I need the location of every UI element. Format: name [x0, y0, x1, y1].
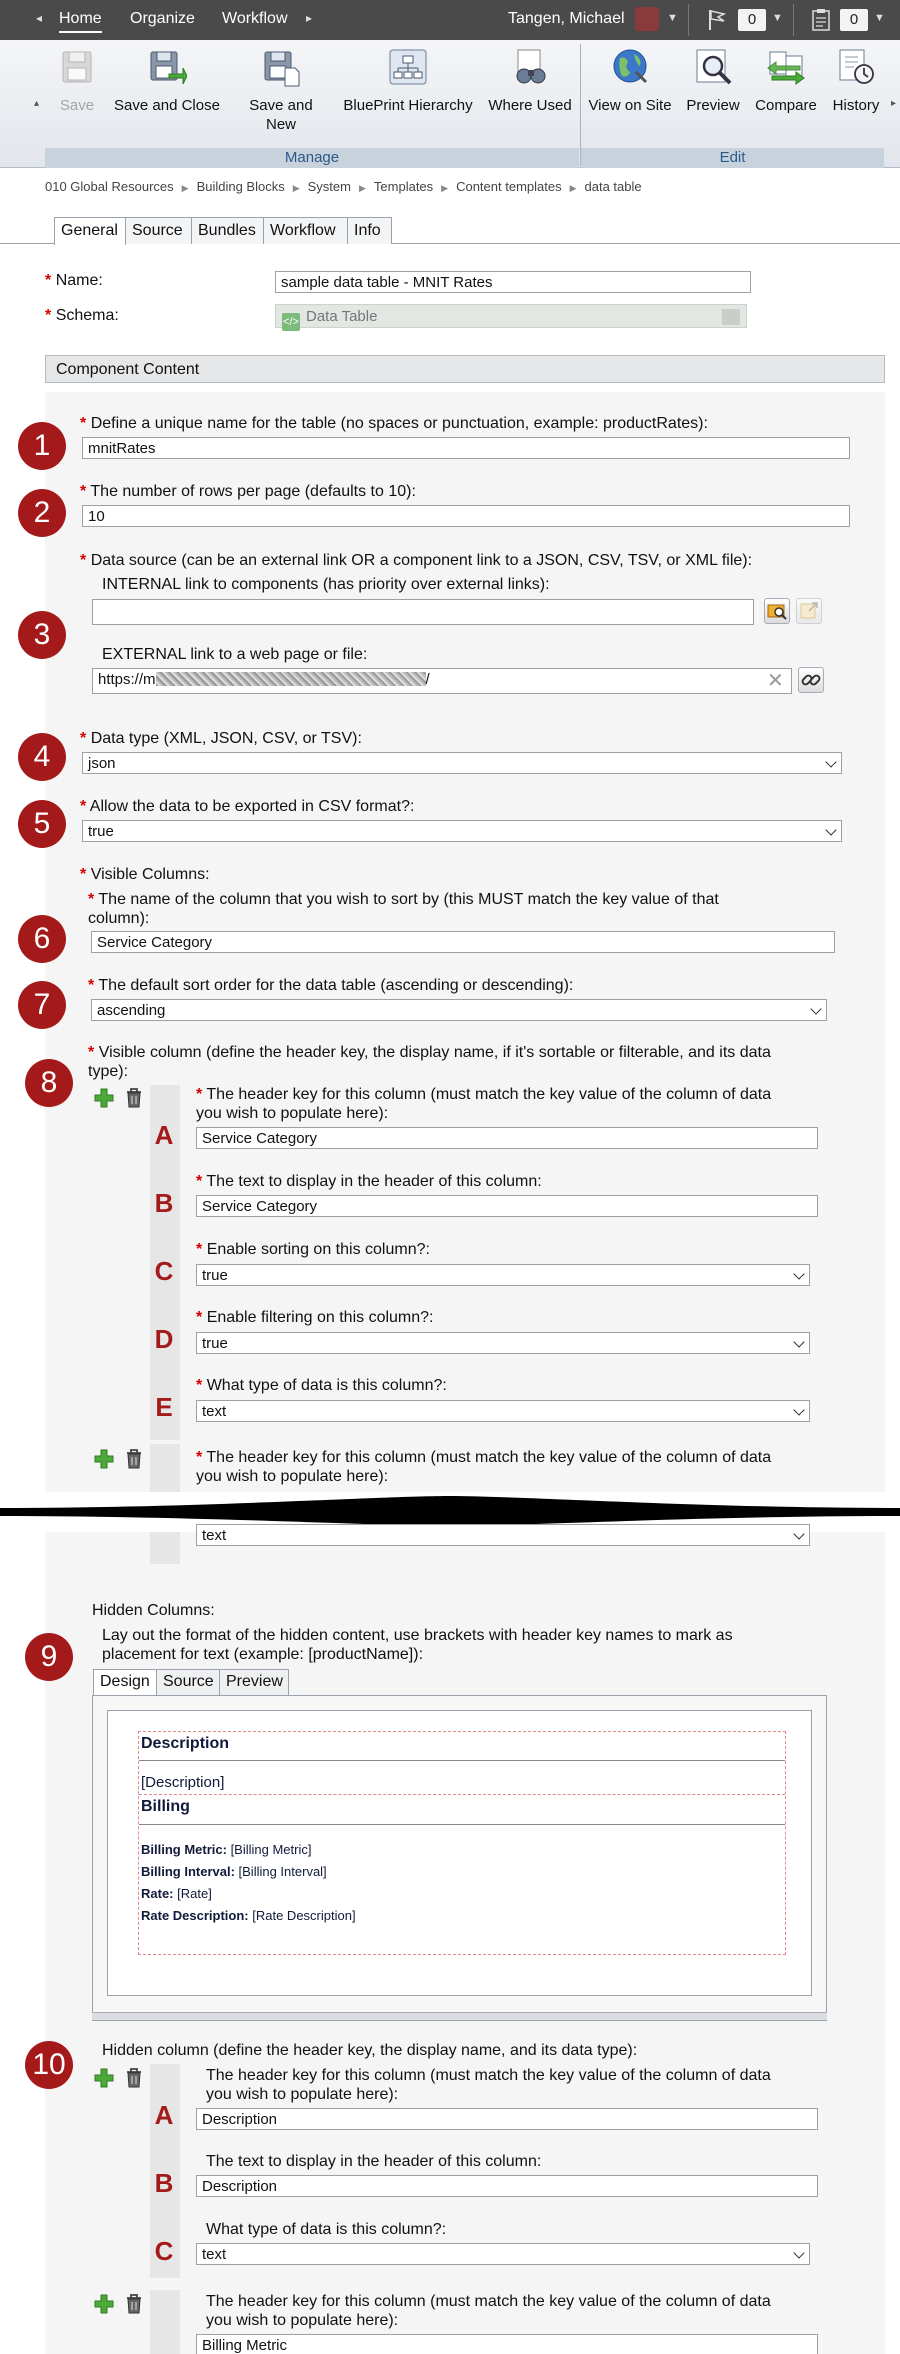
sort-by-label-text-2: column): — [88, 910, 150, 927]
step-badge-2: 2 — [18, 489, 66, 537]
required-marker: * — [88, 891, 95, 908]
schema-select — [275, 304, 747, 328]
save-button[interactable] — [52, 46, 102, 115]
export-csv-label — [80, 797, 414, 816]
schema-value: Data Table — [306, 308, 378, 325]
sort-order-value: ascending — [97, 1002, 166, 1019]
browse-components-button[interactable] — [764, 598, 790, 624]
compare-label: Compare — [755, 97, 817, 114]
required-marker: * — [196, 1309, 203, 1326]
required-marker: * — [80, 730, 87, 747]
step-badge-1: 1 — [18, 422, 66, 470]
notifications-count[interactable]: 0 — [738, 9, 766, 31]
breadcrumb-separator-icon: ▶ — [181, 183, 189, 193]
topbar-divider — [793, 4, 794, 36]
tasks-chevron-icon[interactable]: ▼ — [874, 12, 885, 24]
header-text-label — [196, 1172, 542, 1191]
visible-columns-label — [80, 865, 210, 884]
tab-preview[interactable]: Preview — [219, 1669, 289, 1695]
step-badge-8: 8 — [25, 1059, 73, 1107]
add-plus-icon[interactable] — [92, 2066, 116, 2090]
save-new-icon — [261, 46, 301, 88]
where-used-label: Where Used — [488, 97, 572, 114]
tab-design[interactable]: Design — [93, 1669, 157, 1695]
hidden-data-type-select[interactable] — [196, 2243, 810, 2265]
sort-by-label — [88, 890, 719, 928]
external-link-input[interactable] — [92, 668, 792, 694]
ribbon-toolbar — [0, 40, 900, 168]
compare-button[interactable] — [752, 46, 820, 115]
name-label-text: Name: — [55, 272, 103, 289]
chevron-down-icon — [793, 1404, 804, 1415]
trash-icon[interactable] — [122, 2066, 146, 2090]
save-and-close-button[interactable] — [110, 46, 224, 115]
folder-search-icon — [765, 599, 789, 623]
sub-step-letter-c: C — [154, 2236, 174, 2266]
blueprint-hierarchy-label: BluePrint Hierarchy — [343, 97, 473, 114]
template-content — [138, 1731, 786, 1955]
header-key-label-text-1: The header key for this column (must match the key value of the column of data — [206, 1086, 772, 1103]
step-badge-5: 5 — [18, 800, 66, 848]
template-row-billing-metric: Billing Metric: [Billing Metric] — [141, 1842, 312, 1857]
schema-dropdown-icon — [722, 309, 740, 325]
embedded-field-strip — [150, 1532, 180, 1564]
data-type-label — [80, 729, 362, 748]
step-badge-4: 4 — [18, 733, 66, 781]
hidden-header-key-input[interactable]: Description — [196, 2108, 818, 2130]
manage-group-label: Manage — [45, 148, 579, 168]
hidden-header-key-input[interactable]: Billing Metric — [196, 2334, 818, 2354]
next-header-key-label — [196, 1448, 771, 1486]
tab-source[interactable]: Source — [125, 217, 192, 244]
column-data-type-select[interactable] — [196, 1524, 810, 1546]
rich-text-editor[interactable] — [92, 1695, 827, 2021]
view-on-site-button[interactable] — [584, 46, 676, 115]
sub-step-letter-d: D — [154, 1324, 174, 1354]
nav-left-arrow-icon[interactable]: ◂ — [36, 11, 43, 25]
sort-by-label-text-1: The name of the column that you wish to sort by (this MUST match the key value of that — [98, 891, 719, 908]
template-placeholder-description: [Description] — [141, 1774, 225, 1791]
column-data-type-value: text — [202, 1527, 227, 1544]
table-name-label — [80, 414, 708, 433]
required-marker: * — [88, 1044, 95, 1061]
step-badge-10: 10 — [25, 2041, 73, 2089]
tab-info[interactable]: Info — [347, 217, 392, 244]
notifications-chevron-icon[interactable]: ▼ — [772, 12, 783, 24]
embedded-field-strip — [150, 2290, 180, 2354]
sort-order-label — [88, 976, 573, 995]
table-name-input[interactable]: mnitRates — [82, 437, 850, 459]
clear-external-link-icon[interactable]: ✕ — [767, 670, 784, 692]
schema-label-text: Schema: — [55, 307, 119, 324]
sub-step-letter-a: A — [154, 2100, 174, 2130]
breadcrumb-item[interactable]: Templates — [373, 179, 434, 194]
hidden-header-key-label-text-2: you wish to populate here): — [206, 2312, 399, 2329]
hidden-data-type-label: What type of data is this column?: — [206, 2221, 447, 2238]
name-input[interactable]: sample data table - MNIT Rates — [275, 271, 751, 293]
save-label: Save — [59, 97, 95, 114]
required-marker: * — [45, 272, 52, 289]
add-plus-icon[interactable] — [92, 2292, 116, 2316]
chevron-down-icon — [793, 1268, 804, 1279]
breadcrumb-separator-icon: ▶ — [292, 183, 300, 193]
template-row-rate-description: Rate Description: [Rate Description] — [141, 1908, 356, 1923]
hidden-header-text-input[interactable]: Description — [196, 2175, 818, 2197]
hidden-header-key-label-text-2: you wish to populate here): — [206, 2086, 399, 2103]
rows-per-page-label-text: The number of rows per page (defaults to 10): — [90, 483, 416, 500]
column-data-type-value: text — [202, 1403, 227, 1420]
enable-filtering-label — [196, 1308, 433, 1327]
preview-label: Preview — [686, 97, 740, 114]
required-marker: * — [80, 798, 87, 815]
visible-columns-label-text: Visible Columns: — [90, 866, 210, 883]
flag-icon[interactable] — [706, 8, 728, 32]
menu-home[interactable]: Home — [59, 10, 102, 33]
external-link-label: EXTERNAL link to a web page or file: — [102, 646, 368, 663]
breadcrumb-item[interactable]: 010 Global Resources — [45, 179, 174, 194]
chevron-down-icon — [793, 1528, 804, 1539]
breadcrumb-separator-icon: ▶ — [358, 183, 366, 193]
sub-step-letter-a: A — [154, 1120, 174, 1150]
hidden-layout-label-text-1: Lay out the format of the hidden content, use brackets with header key names to mark as — [102, 1627, 733, 1644]
preview-button[interactable] — [682, 46, 744, 115]
topbar-divider — [688, 4, 689, 36]
sub-step-letter-c: C — [154, 1256, 174, 1286]
required-marker: * — [196, 1173, 203, 1190]
header-key-label-text-2: you wish to populate here): — [196, 1105, 389, 1122]
breadcrumb-item[interactable]: data table — [584, 179, 642, 194]
external-link-suffix: / — [425, 671, 430, 688]
compare-icon — [766, 46, 806, 88]
hidden-layout-label — [102, 1626, 733, 1664]
view-on-site-label: View on Site — [588, 97, 672, 114]
enable-sorting-value: true — [202, 1267, 228, 1284]
enable-sorting-select[interactable] — [196, 1264, 810, 1286]
ribbon-scroll-right-icon[interactable]: ▸ — [891, 98, 897, 109]
data-type-label-text: Data type (XML, JSON, CSV, or TSV): — [90, 730, 362, 747]
add-plus-icon[interactable] — [92, 1447, 116, 1471]
template-row-billing-interval: Billing Interval: [Billing Interval] — [141, 1864, 327, 1879]
ribbon-scroll-left-icon[interactable]: ▴ — [34, 98, 40, 109]
column-data-type-label — [196, 1376, 447, 1395]
hidden-data-type-value: text — [202, 2246, 227, 2263]
required-marker: * — [80, 483, 87, 500]
template-heading-description: Description — [141, 1735, 230, 1752]
globe-icon — [610, 46, 650, 88]
breadcrumb-item[interactable]: System — [307, 179, 351, 194]
enable-filtering-value: true — [202, 1335, 228, 1352]
hidden-header-key-label — [206, 2066, 771, 2104]
component-link-icon — [797, 599, 821, 623]
data-source-label — [80, 551, 752, 570]
required-marker: * — [196, 1377, 203, 1394]
required-marker: * — [88, 977, 95, 994]
step-badge-7: 7 — [18, 981, 66, 1029]
rows-per-page-label — [80, 482, 416, 501]
save-close-icon — [147, 46, 187, 88]
header-key-input[interactable]: Service Category — [196, 1127, 818, 1149]
user-avatar[interactable] — [635, 7, 659, 31]
chevron-down-icon — [810, 1003, 821, 1014]
hidden-header-key-label-text-1: The header key for this column (must match the key value of the column of data — [206, 2293, 771, 2310]
nav-right-arrow-icon[interactable]: ▸ — [306, 11, 313, 25]
breadcrumb-item[interactable]: Content templates — [456, 179, 562, 194]
required-marker: * — [196, 1449, 203, 1466]
hidden-header-key-label-text-1: The header key for this column (must match the key value of the column of data — [206, 2067, 771, 2084]
hidden-header-key-label — [206, 2292, 771, 2330]
export-csv-select[interactable] — [82, 820, 842, 842]
sort-order-select[interactable] — [91, 999, 827, 1021]
hierarchy-icon — [388, 46, 428, 88]
tab-source[interactable]: Source — [156, 1669, 220, 1695]
save-and-new-button[interactable] — [238, 46, 324, 134]
hidden-columns-label: Hidden Columns: — [92, 1602, 215, 1619]
chevron-down-icon — [825, 756, 836, 767]
open-component-button[interactable] — [796, 598, 822, 624]
next-header-key-label-text-2: you wish to populate here): — [196, 1468, 389, 1485]
required-marker: * — [80, 552, 87, 569]
sort-by-input[interactable]: Service Category — [91, 931, 835, 953]
enable-filtering-label-text: Enable filtering on this column?: — [206, 1309, 434, 1326]
template-divider — [139, 1794, 785, 1795]
required-marker: * — [80, 866, 87, 883]
chevron-down-icon — [793, 2247, 804, 2258]
editor-resize-handle[interactable] — [92, 2012, 827, 2020]
name-label — [45, 272, 103, 290]
template-rule — [139, 1824, 785, 1825]
template-heading-billing: Billing — [141, 1798, 190, 1815]
sub-step-letter-b: B — [154, 1188, 174, 1218]
hidden-layout-label-text-2: placement for text (example: [productName]): — [102, 1646, 424, 1663]
required-marker: * — [45, 307, 52, 324]
user-name[interactable]: Tangen, Michael — [508, 10, 625, 27]
history-label: History — [832, 97, 880, 114]
chevron-down-icon — [825, 824, 836, 835]
visible-column-label — [88, 1043, 771, 1081]
template-row-rate: Rate: [Rate] — [141, 1886, 212, 1901]
hidden-column-label: Hidden column (define the header key, the display name, and its data type): — [102, 2042, 638, 2059]
breadcrumb — [45, 179, 642, 194]
tab-general[interactable]: General — [54, 217, 126, 245]
chevron-down-icon — [793, 1336, 804, 1347]
external-link-prefix: https://m — [98, 671, 156, 688]
blueprint-hierarchy-button[interactable] — [338, 46, 478, 115]
rows-per-page-input[interactable]: 10 — [82, 505, 850, 527]
visible-column-label-text-2: type): — [88, 1063, 129, 1080]
step-badge-3: 3 — [18, 611, 66, 659]
header-key-label — [196, 1085, 771, 1123]
save-icon — [57, 46, 97, 88]
edit-group-label: Edit — [581, 148, 884, 168]
menu-organize[interactable]: Organize — [130, 10, 195, 27]
table-name-label-text: Define a unique name for the table (no spaces or punctuation, example: productRates): — [90, 415, 708, 432]
header-text-input[interactable]: Service Category — [196, 1195, 818, 1217]
history-button[interactable] — [826, 46, 886, 115]
embedded-field-strip — [150, 1444, 180, 1492]
sub-step-letter-e: E — [155, 1392, 173, 1422]
user-menu-chevron-icon[interactable]: ▼ — [667, 12, 678, 24]
schema-label — [45, 307, 119, 325]
next-header-key-label-clip — [190, 1448, 850, 1492]
export-csv-label-text: Allow the data to be exported in CSV format?: — [89, 798, 415, 815]
enable-filtering-select[interactable] — [196, 1332, 810, 1354]
trash-icon[interactable] — [122, 2292, 146, 2316]
chain-link-icon — [799, 668, 823, 692]
schema-type-icon: </> — [282, 313, 300, 331]
link-button[interactable] — [798, 667, 824, 693]
breadcrumb-separator-icon: ▶ — [569, 183, 577, 193]
trash-icon[interactable] — [122, 1086, 146, 1110]
header-text-label-text: The text to display in the header of this column: — [206, 1173, 542, 1190]
step-badge-9: 9 — [25, 1633, 73, 1681]
required-marker: * — [80, 415, 87, 432]
required-marker: * — [196, 1241, 203, 1258]
enable-sorting-label — [196, 1240, 430, 1259]
component-content-header: Component Content — [45, 355, 885, 383]
editor-tabs — [0, 214, 900, 244]
export-csv-value: true — [88, 823, 114, 840]
tasks-count[interactable]: 0 — [840, 9, 868, 31]
where-used-button[interactable] — [484, 46, 576, 115]
required-marker: * — [196, 1086, 203, 1103]
step-badge-6: 6 — [18, 915, 66, 963]
save-and-new-label: Save and New — [249, 97, 313, 133]
next-header-key-label-text-1: The header key for this column (must match the key value of the column of data — [206, 1449, 772, 1466]
preview-icon — [693, 46, 733, 88]
template-rule — [139, 1760, 785, 1761]
hidden-header-text-label: The text to display in the header of this column: — [206, 2153, 542, 2170]
data-source-label-text: Data source (can be an external link OR a component link to a JSON, CSV, TSV, or XML file): — [90, 552, 753, 569]
breadcrumb-item[interactable]: Building Blocks — [196, 179, 285, 194]
data-type-select[interactable] — [82, 752, 842, 774]
visible-column-label-text-1: Visible column (define the header key, the display name, if it's sortable or filterable, and its data — [98, 1044, 771, 1061]
save-and-close-label: Save and Close — [114, 97, 220, 114]
internal-link-label: INTERNAL link to components (has priority over external links): — [102, 576, 550, 593]
enable-sorting-label-text: Enable sorting on this column?: — [206, 1241, 430, 1258]
history-icon — [836, 46, 876, 88]
tab-bundles[interactable]: Bundles — [191, 217, 264, 244]
column-data-type-select[interactable] — [196, 1400, 810, 1422]
rich-text-canvas[interactable] — [107, 1710, 812, 1996]
binoculars-icon — [510, 46, 550, 88]
column-data-type-label-text: What type of data is this column?: — [206, 1377, 447, 1394]
redacted-url-block — [156, 672, 426, 686]
tab-workflow[interactable]: Workflow — [263, 217, 348, 244]
menu-workflow[interactable]: Workflow — [222, 10, 288, 27]
internal-link-input[interactable] — [92, 599, 754, 625]
breadcrumb-separator-icon: ▶ — [441, 183, 449, 193]
sort-order-label-text: The default sort order for the data table (ascending or descending): — [98, 977, 574, 994]
sub-step-letter-b: B — [154, 2168, 174, 2198]
tasks-clipboard-icon[interactable] — [810, 8, 832, 32]
data-type-value: json — [88, 755, 116, 772]
add-plus-icon[interactable] — [92, 1086, 116, 1110]
trash-icon[interactable] — [122, 1447, 146, 1471]
top-navigation-bar — [0, 0, 900, 40]
